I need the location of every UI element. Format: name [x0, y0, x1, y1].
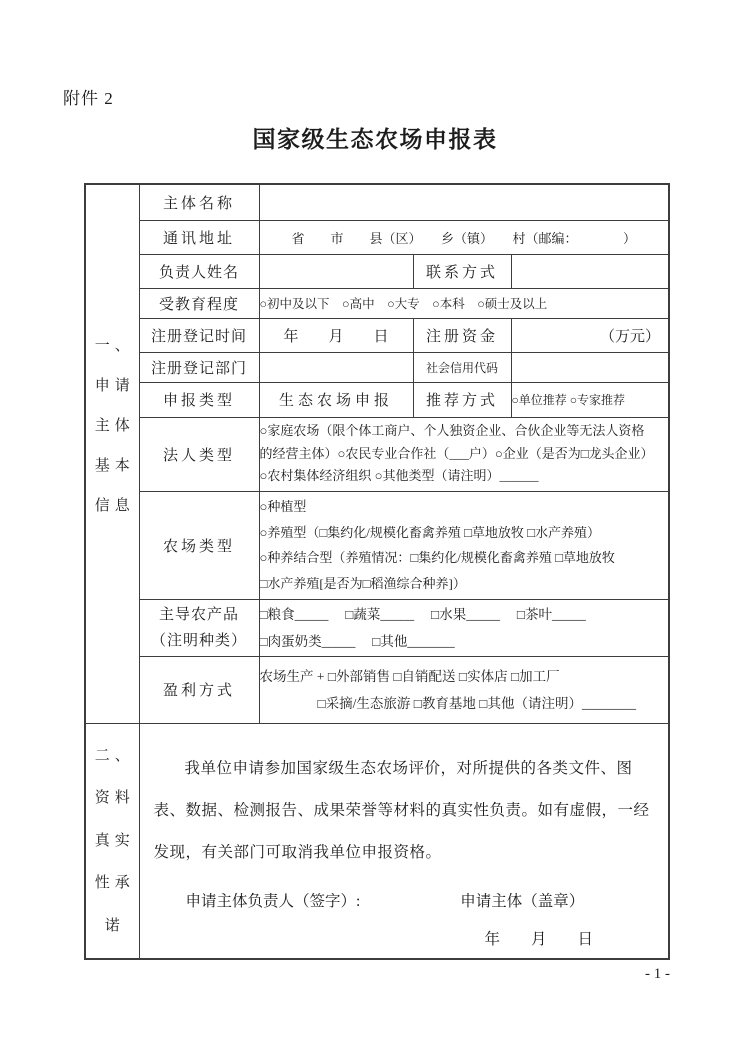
row-education — [85, 288, 669, 318]
section2-content-cell — [139, 723, 669, 959]
row-commitment — [85, 723, 669, 959]
main-product-line: □粮食_____ □蔬菜_____ □水果_____ □茶叶_____ — [259, 606, 586, 622]
section2-title-line: 诺 — [104, 917, 125, 934]
section1-title-line: 信息 — [94, 497, 135, 514]
signature-label: 申请主体负责人（签字）: — [185, 892, 361, 910]
address-input-cell: 省 市 县（区） 乡（镇） 村（邮编： ） — [259, 220, 669, 254]
profit-label: 盈利方式 — [139, 656, 259, 723]
main-product-line: □肉蛋奶类_____ □其他_______ — [259, 633, 455, 649]
section1-title-line: 申请 — [94, 377, 135, 394]
profit-line: □采摘/生态旅游 □教育基地 □其他（请注明）________ — [317, 695, 636, 711]
main-product-label-line2: （注明种类） — [150, 632, 247, 649]
farm-type-options — [259, 491, 669, 599]
profit-line: 农场生产 + □外部销售 □自销配送 □实体店 □加工厂 — [259, 668, 560, 684]
commitment-text: 我单位申请参加国家级生态农场评价，对所提供的各类文件、图表、数据、检测报告、成果荣誉等材料的真实性负责。如有虚假，一经发现，有关部门可取消我单位申报资格。 — [153, 759, 650, 861]
signature-row — [140, 889, 669, 911]
reg-dept-input-cell — [259, 352, 413, 382]
recommend-label: 推荐方式 — [413, 382, 511, 417]
main-product-label-line1: 主导农产品 — [158, 606, 239, 623]
section2-title-line: 资料 — [94, 790, 135, 806]
section2-title-column — [86, 735, 139, 948]
profit-options — [259, 656, 669, 723]
apply-type-value: 生态农场申报 — [259, 382, 413, 417]
reg-time-input-cell: 年 月 日 — [259, 318, 413, 352]
subject-name-input-cell — [259, 184, 669, 220]
reg-time-label: 注册登记时间 — [139, 318, 259, 352]
reg-dept-label: 注册登记部门 — [139, 352, 259, 382]
row-registration-dept — [85, 352, 669, 382]
row-subject-name — [85, 184, 669, 220]
section2-title-line: 真实 — [94, 832, 135, 849]
row-profit-mode — [85, 656, 669, 723]
reg-capital-label: 注册资金 — [413, 318, 511, 352]
leader-name-label: 负责人姓名 — [139, 254, 259, 288]
section1-title-line: 基本 — [94, 457, 135, 474]
row-farm-type — [85, 491, 669, 599]
education-options: ○初中及以下 ○高中 ○大专 ○本科 ○硕士及以上 — [259, 288, 669, 318]
row-address — [85, 220, 669, 254]
seal-label: 申请主体（盖章） — [460, 892, 585, 910]
row-leader-contact — [85, 254, 669, 288]
section2-vertical-title — [85, 723, 139, 959]
subject-name-label: 主体名称 — [139, 184, 259, 220]
legal-type-line: ○家庭农场（限个体工商户、个人独资企业、合伙企业等无法人资格 — [259, 423, 645, 439]
row-apply-type — [85, 382, 669, 417]
section1-title-line: 一、 — [94, 337, 135, 354]
legal-type-options — [259, 417, 669, 491]
recommend-options: ○单位推荐 ○专家推荐 — [511, 382, 669, 417]
farm-type-line: ○种养结合型（养殖情况：□集约化/规模化畜禽养殖 □草地放牧 — [259, 550, 615, 565]
section2-title-line: 二、 — [94, 747, 135, 764]
reg-capital-input-cell: （万元） — [511, 318, 669, 352]
row-registration-time — [85, 318, 669, 352]
main-product-label — [139, 599, 259, 656]
legal-type-line: 的经营主体）○农民专业合作社（___户）○企业（是否为□龙头企业） — [259, 445, 654, 461]
farm-type-line: ○养殖型（□集约化/规模化畜禽养殖 □草地放牧 □水产养殖） — [259, 524, 601, 540]
credit-code-input-cell — [511, 352, 669, 382]
address-label: 通讯地址 — [139, 220, 259, 254]
section1-title-column — [86, 326, 139, 582]
attachment-label: 附件 2 — [63, 89, 114, 108]
section1-vertical-title — [85, 184, 139, 723]
apply-type-label: 申报类型 — [139, 382, 259, 417]
leader-name-input-cell — [259, 254, 413, 288]
contact-input-cell — [511, 254, 669, 288]
page-number: - 1 - — [645, 966, 670, 982]
farm-type-line: □水产养殖[是否为□稻渔综合种养]） — [259, 575, 466, 591]
section2-title-line: 性承 — [94, 875, 135, 891]
row-main-product — [85, 599, 669, 656]
date-line: 年 月 日 — [484, 930, 594, 948]
application-form-table — [84, 183, 670, 960]
legal-type-line: ○农村集体经济组织 ○其他类型（请注明）______ — [259, 468, 539, 484]
page-title: 国家级生态农场申报表 — [252, 127, 498, 152]
farm-type-line: ○种植型 — [259, 499, 307, 514]
legal-type-label: 法人类型 — [139, 417, 259, 491]
row-legal-type — [85, 417, 669, 491]
contact-label: 联系方式 — [413, 254, 511, 288]
main-product-options — [259, 599, 669, 656]
farm-type-label: 农场类型 — [139, 491, 259, 599]
education-label: 受教育程度 — [139, 288, 259, 318]
credit-code-label: 社会信用代码 — [413, 352, 511, 382]
section1-title-line: 主体 — [94, 417, 135, 434]
